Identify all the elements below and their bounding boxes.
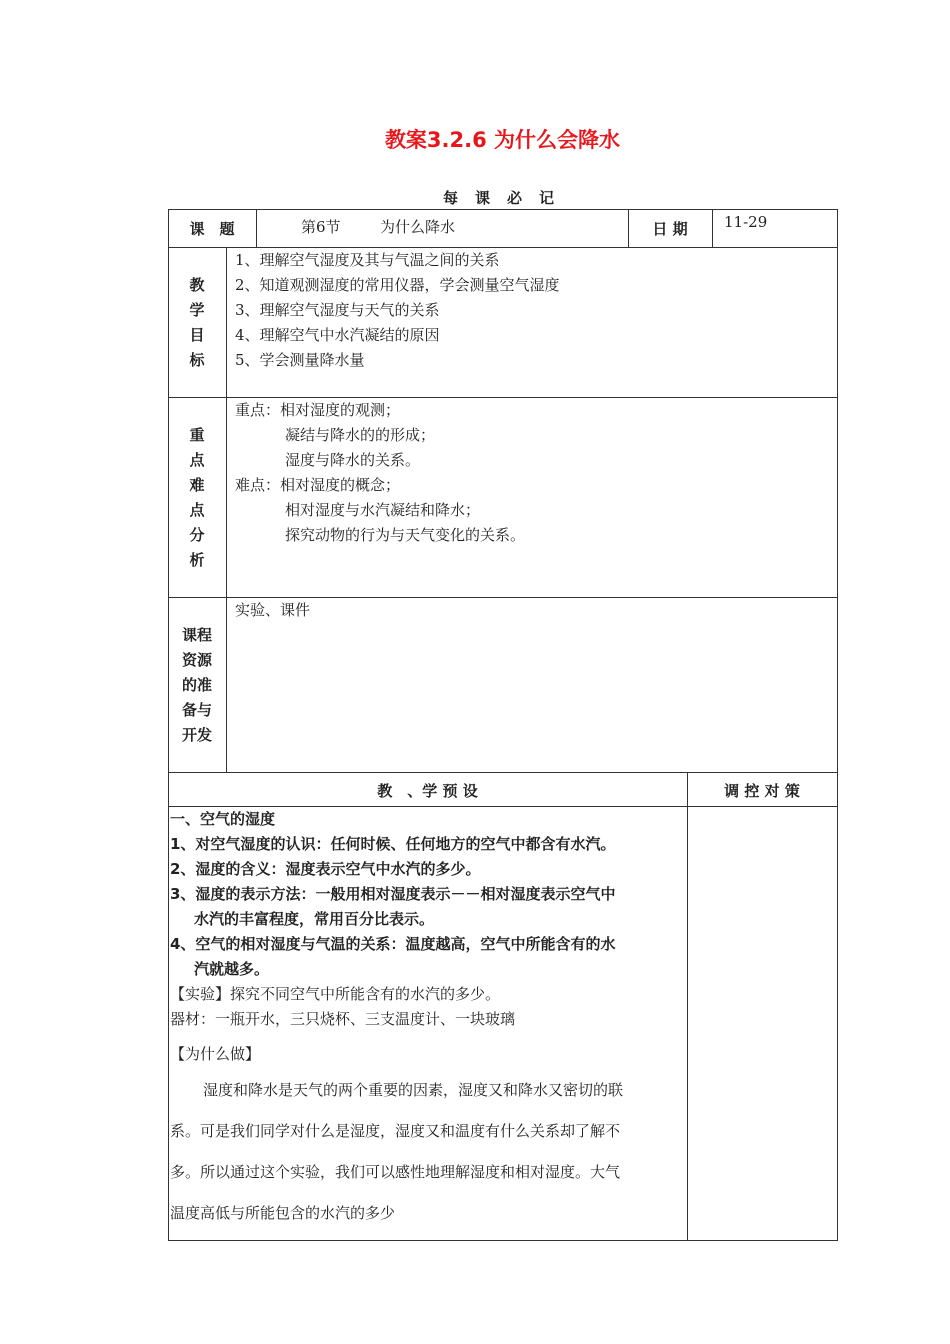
paragraph-line: 系。可是我们同学对什么是湿度，湿度又和温度有什么关系却了解不 xyxy=(170,1122,621,1140)
bullet-3: 3、湿度的表示方法：一般用相对湿度表示－－相对湿度表示空气中 xyxy=(170,885,616,903)
bullet-3-cont: 水汽的丰富程度，常用百分比表示。 xyxy=(194,910,435,928)
why-heading: 【为什么做】 xyxy=(170,1045,261,1063)
keypoint-line: 探究动物的行为与天气变化的关系。 xyxy=(285,526,526,544)
keypoints-list xyxy=(235,398,525,548)
keypoint-line: 相对湿度与水汽凝结和降水； xyxy=(285,501,481,519)
paragraph-line: 湿度和降水是天气的两个重要的因素，湿度又和降水又密切的联 xyxy=(203,1081,624,1099)
goals-label: 教 学 目 标 xyxy=(189,276,205,369)
section-title: 一、空气的湿度 xyxy=(170,810,276,828)
document-subtitle: 每课必记 xyxy=(443,189,572,207)
keypoint-line: 难点：相对湿度的概念； xyxy=(235,476,401,494)
date-value: 11-29 xyxy=(724,213,768,231)
paragraph-line: 多。所以通过这个实验，我们可以感性地理解湿度和相对湿度。大气 xyxy=(170,1163,621,1181)
keypoint-line: 重点：相对湿度的观测； xyxy=(235,401,401,419)
goal-item: 3、理解空气湿度与天气的关系 xyxy=(235,301,440,319)
resources-content: 实验、课件 xyxy=(235,601,311,619)
bullet-4-cont: 汽就越多。 xyxy=(194,960,270,978)
bullet-2: 2、湿度的含义：湿度表示空气中水汽的多少。 xyxy=(170,860,481,878)
bullet-1: 1、对空气湿度的认识：任何时候、任何地方的空气中都含有水汽。 xyxy=(170,835,616,853)
control-header: 调 控 对 策 xyxy=(724,782,800,800)
lesson-section: 第6节 xyxy=(301,218,341,236)
goal-item: 2、知道观测湿度的常用仪器，学会测量空气湿度 xyxy=(235,276,560,294)
goal-item: 1、理解空气湿度及其与气温之间的关系 xyxy=(235,251,500,269)
experiment-line: 【实验】探究不同空气中所能含有的水汽的多少。 xyxy=(170,985,501,1003)
preset-header: 教 、学 预 设 xyxy=(377,782,478,800)
goal-item: 5、学会测量降水量 xyxy=(235,351,365,369)
resources-label: 课程 资源 的准 备与 开发 xyxy=(181,626,212,744)
preset-body xyxy=(170,807,685,1226)
document-title: 教案3.2.6 为什么会降水 xyxy=(384,128,621,152)
keypoint-line: 湿度与降水的关系。 xyxy=(285,451,421,469)
bullet-4: 4、空气的相对湿度与气温的关系：温度越高，空气中所能含有的水 xyxy=(170,935,616,953)
goals-list xyxy=(235,248,560,373)
date-label: 日 期 xyxy=(652,220,688,238)
equipment-line: 器材：一瓶开水，三只烧杯、三支温度计、一块玻璃 xyxy=(170,1010,516,1028)
keypoint-line: 凝结与降水的的形成； xyxy=(285,426,436,444)
lesson-label: 课 题 xyxy=(189,220,235,238)
lesson-name: 为什么降水 xyxy=(380,218,456,236)
paragraph-line: 温度高低与所能包含的水汽的多少 xyxy=(170,1204,396,1222)
keypoints-label: 重 点 难 点 分 析 xyxy=(189,426,205,569)
goal-item: 4、理解空气中水汽凝结的原因 xyxy=(235,326,440,344)
